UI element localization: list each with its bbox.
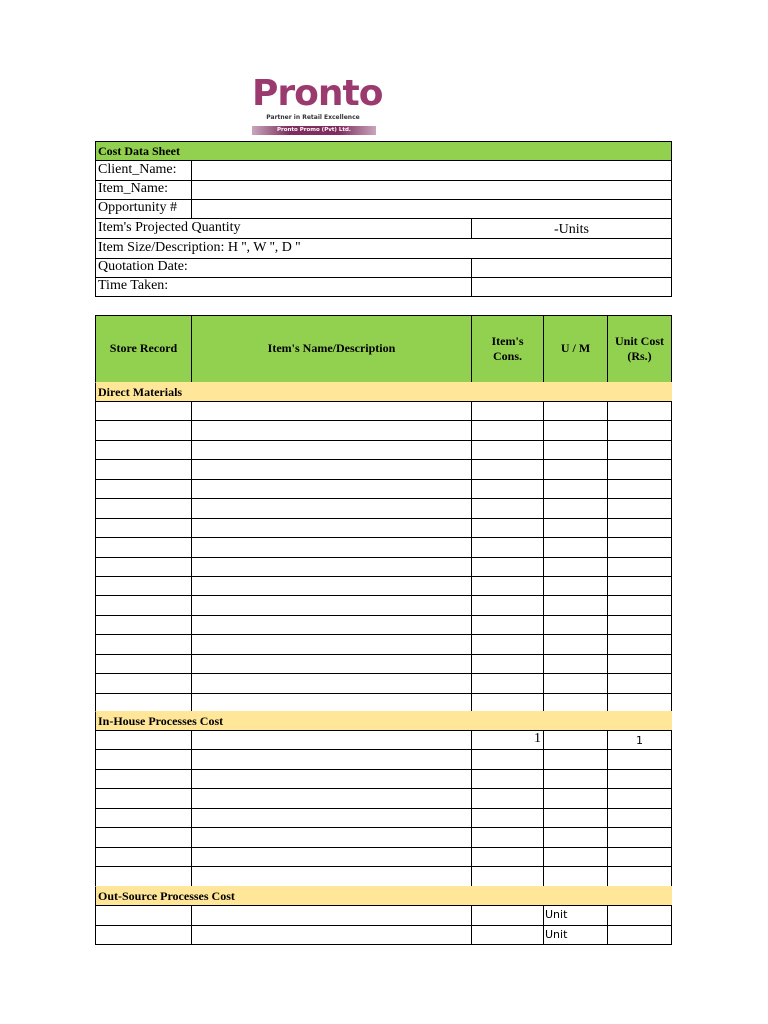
direct-materials-row-9-cost-cell[interactable]: [607, 557, 672, 577]
in-house-row-6-um-cell[interactable]: [543, 827, 608, 847]
in-house-row-6-store-cell[interactable]: [95, 827, 192, 847]
direct-materials-row-8-store-cell[interactable]: [95, 537, 192, 557]
direct-materials-row-5-name-cell[interactable]: [191, 479, 472, 499]
in-house-row-7-name-cell[interactable]: [191, 847, 472, 867]
direct-materials-row-2-cons-cell[interactable]: [471, 420, 544, 440]
direct-materials-row-11-store-cell[interactable]: [95, 595, 192, 615]
logo-wordmark: Pronto: [252, 73, 383, 114]
in-house-row-5-cons-cell[interactable]: [471, 808, 544, 828]
direct-materials-row-4-cons-cell[interactable]: [471, 459, 544, 479]
item-size-label: Item Size/Description: H '', W '', D '': [98, 240, 301, 255]
direct-materials-row-6-um-cell[interactable]: [543, 498, 608, 518]
direct-materials-row-3-um-cell[interactable]: [543, 440, 608, 460]
client-name-label-cell: [95, 160, 192, 181]
direct-materials-row-8-name-cell[interactable]: [191, 537, 472, 557]
direct-materials-row-9-um-cell[interactable]: [543, 557, 608, 577]
direct-materials-row-15-name-cell[interactable]: [191, 673, 472, 693]
out-source-um-value: Unit: [545, 908, 568, 921]
direct-materials-row-9-name-cell[interactable]: [191, 557, 472, 577]
time-taken-label: Time Taken:: [98, 278, 169, 293]
direct-materials-row-9-store-cell[interactable]: [95, 557, 192, 577]
direct-materials-row-11-name-cell[interactable]: [191, 595, 472, 615]
in-house-row-8-cost-cell[interactable]: [607, 866, 672, 886]
pronto-logo: [250, 72, 383, 138]
in-house-row-5-name-cell[interactable]: [191, 808, 472, 828]
direct-materials-row-14-cons-cell[interactable]: [471, 654, 544, 674]
in-house-cons-value: 1: [534, 731, 541, 746]
col-item-cons-line1: Item's: [491, 334, 524, 348]
col-um-label: U / M: [560, 341, 591, 355]
direct-materials-row-11-cost-cell[interactable]: [607, 595, 672, 615]
direct-materials-row-1-store-cell[interactable]: [95, 401, 192, 421]
projected-qty-field[interactable]: [471, 218, 672, 239]
col-item-name-label: Item's Name/Description: [267, 341, 396, 355]
in-house-row-7-um-cell[interactable]: [543, 847, 608, 867]
logo-company-bar: Pronto Promo (Pvt) Ltd.: [252, 126, 376, 135]
in-house-row-3-name-cell[interactable]: [191, 769, 472, 789]
col-unit-cost-line1: Unit Cost: [614, 334, 664, 348]
out-source-row-2-cons-cell[interactable]: [471, 925, 544, 946]
direct-materials-row-12-store-cell[interactable]: [95, 615, 192, 635]
direct-materials-row-7-store-cell[interactable]: [95, 518, 192, 538]
out-source-row-1-cost-cell[interactable]: [607, 905, 672, 926]
in-house-row-5-cost-cell[interactable]: [607, 808, 672, 828]
direct-materials-row-12-cost-cell[interactable]: [607, 615, 672, 635]
direct-materials-row-3-cons-cell[interactable]: [471, 440, 544, 460]
direct-materials-row-11-um-cell[interactable]: [543, 595, 608, 615]
projected-qty-label-cell: [95, 218, 472, 239]
in-house-row-6-cost-cell[interactable]: [607, 827, 672, 847]
direct-materials-row-4-store-cell[interactable]: [95, 459, 192, 479]
direct-materials-row-8-um-cell[interactable]: [543, 537, 608, 557]
direct-materials-row-2-name-cell[interactable]: [191, 420, 472, 440]
direct-materials-row-3-cost-cell[interactable]: [607, 440, 672, 460]
out-source-row-2-store-cell[interactable]: [95, 925, 192, 946]
direct-materials-row-16-store-cell[interactable]: [95, 693, 192, 713]
section-out-source: [95, 886, 672, 906]
direct-materials-row-5-cost-cell[interactable]: [607, 479, 672, 499]
col-header-um: [543, 315, 608, 383]
in-house-row-8-name-cell[interactable]: [191, 866, 472, 886]
direct-materials-row-16-um-cell[interactable]: [543, 693, 608, 713]
direct-materials-row-1-name-cell[interactable]: [191, 401, 472, 421]
direct-materials-row-10-um-cell[interactable]: [543, 576, 608, 596]
logo-tagline: Partner in Retail Excellence: [266, 114, 360, 121]
in-house-row-3-cons-cell[interactable]: [471, 769, 544, 789]
direct-materials-row-2-um-cell[interactable]: [543, 420, 608, 440]
section-in-house: [95, 711, 672, 731]
quotation-date-label: Quotation Date:: [98, 259, 188, 274]
in-house-row-1-cons-cell[interactable]: [471, 730, 544, 750]
direct-materials-row-2-cost-cell[interactable]: [607, 420, 672, 440]
in-house-row-3-store-cell[interactable]: [95, 769, 192, 789]
direct-materials-row-1-cons-cell[interactable]: [471, 401, 544, 421]
opportunity-label: Opportunity #: [98, 200, 177, 215]
in-house-row-7-cons-cell[interactable]: [471, 847, 544, 867]
direct-materials-row-15-cons-cell[interactable]: [471, 673, 544, 693]
direct-materials-row-4-cost-cell[interactable]: [607, 459, 672, 479]
in-house-row-1-name-cell[interactable]: [191, 730, 472, 750]
direct-materials-row-6-name-cell[interactable]: [191, 498, 472, 518]
in-house-row-8-store-cell[interactable]: [95, 866, 192, 886]
direct-materials-row-16-name-cell[interactable]: [191, 693, 472, 713]
direct-materials-row-10-cost-cell[interactable]: [607, 576, 672, 596]
item-name-field[interactable]: [191, 180, 672, 200]
out-source-row-2-um-cell[interactable]: [543, 925, 608, 946]
in-house-row-1-store-cell[interactable]: [95, 730, 192, 750]
direct-materials-row-13-cons-cell[interactable]: [471, 634, 544, 654]
direct-materials-row-7-name-cell[interactable]: [191, 518, 472, 538]
section-out-source-label: Out-Source Processes Cost: [98, 889, 235, 903]
in-house-row-3-um-cell[interactable]: [543, 769, 608, 789]
direct-materials-row-13-name-cell[interactable]: [191, 634, 472, 654]
direct-materials-row-15-cost-cell[interactable]: [607, 673, 672, 693]
projected-qty-value: -Units: [554, 222, 589, 237]
col-header-item-cons: [471, 315, 544, 383]
direct-materials-row-8-cons-cell[interactable]: [471, 537, 544, 557]
direct-materials-row-11-cons-cell[interactable]: [471, 595, 544, 615]
direct-materials-row-1-um-cell[interactable]: [543, 401, 608, 421]
direct-materials-row-16-cons-cell[interactable]: [471, 693, 544, 713]
in-house-row-3-cost-cell[interactable]: [607, 769, 672, 789]
direct-materials-row-4-name-cell[interactable]: [191, 459, 472, 479]
direct-materials-row-14-store-cell[interactable]: [95, 654, 192, 674]
time-taken-field[interactable]: [471, 277, 672, 297]
out-source-row-1-store-cell[interactable]: [95, 905, 192, 926]
in-house-row-4-cons-cell[interactable]: [471, 788, 544, 808]
in-house-row-5-um-cell[interactable]: [543, 808, 608, 828]
time-taken-label-cell: [95, 277, 472, 297]
in-house-row-4-store-cell[interactable]: [95, 788, 192, 808]
quotation-date-field[interactable]: [471, 258, 672, 278]
in-house-row-7-store-cell[interactable]: [95, 847, 192, 867]
direct-materials-row-6-cost-cell[interactable]: [607, 498, 672, 518]
in-house-row-7-cost-cell[interactable]: [607, 847, 672, 867]
direct-materials-row-7-um-cell[interactable]: [543, 518, 608, 538]
in-house-row-6-name-cell[interactable]: [191, 827, 472, 847]
direct-materials-row-5-um-cell[interactable]: [543, 479, 608, 499]
client-name-label: Client_Name:: [98, 162, 177, 177]
col-header-store-record: [95, 315, 192, 383]
in-house-row-2-um-cell[interactable]: [543, 749, 608, 769]
direct-materials-row-16-cost-cell[interactable]: [607, 693, 672, 713]
col-store-record-label: Store Record: [109, 341, 178, 355]
opportunity-label-cell: [95, 199, 192, 219]
in-house-row-4-name-cell[interactable]: [191, 788, 472, 808]
in-house-row-2-store-cell[interactable]: [95, 749, 192, 769]
in-house-row-1-cost-cell[interactable]: [607, 730, 672, 750]
item-name-label: Item_Name:: [98, 181, 168, 196]
col-header-item-name: [191, 315, 472, 383]
direct-materials-row-15-store-cell[interactable]: [95, 673, 192, 693]
in-house-row-5-store-cell[interactable]: [95, 808, 192, 828]
direct-materials-row-4-um-cell[interactable]: [543, 459, 608, 479]
direct-materials-row-13-um-cell[interactable]: [543, 634, 608, 654]
in-house-row-1-um-cell[interactable]: [543, 730, 608, 750]
direct-materials-row-6-cons-cell[interactable]: [471, 498, 544, 518]
direct-materials-row-7-cost-cell[interactable]: [607, 518, 672, 538]
item-name-label-cell: [95, 180, 192, 200]
sheet-title-cell: [95, 141, 672, 161]
out-source-row-1-cons-cell[interactable]: [471, 905, 544, 926]
out-source-um-value: Unit: [545, 927, 568, 941]
direct-materials-row-5-store-cell[interactable]: [95, 479, 192, 499]
direct-materials-row-8-cost-cell[interactable]: [607, 537, 672, 557]
in-house-unit-cost-value: 1: [636, 734, 643, 747]
quotation-date-label-cell: [95, 258, 472, 278]
direct-materials-row-10-cons-cell[interactable]: [471, 576, 544, 596]
projected-qty-label: Item's Projected Quantity: [98, 220, 241, 235]
sheet-title: Cost Data Sheet: [98, 144, 180, 158]
direct-materials-row-13-store-cell[interactable]: [95, 634, 192, 654]
out-source-row-2-cost-cell[interactable]: [607, 925, 672, 946]
col-unit-cost-line2: (Rs.): [627, 349, 652, 363]
direct-materials-row-9-cons-cell[interactable]: [471, 557, 544, 577]
direct-materials-row-3-store-cell[interactable]: [95, 440, 192, 460]
col-header-unit-cost: [607, 315, 672, 383]
direct-materials-row-2-store-cell[interactable]: [95, 420, 192, 440]
out-source-row-1-um-cell[interactable]: [543, 905, 608, 926]
section-direct-materials: [95, 382, 672, 402]
col-item-cons-line2: Cons.: [492, 349, 522, 363]
direct-materials-row-14-um-cell[interactable]: [543, 654, 608, 674]
direct-materials-row-15-um-cell[interactable]: [543, 673, 608, 693]
item-size-cell: [95, 238, 672, 259]
direct-materials-row-12-um-cell[interactable]: [543, 615, 608, 635]
section-direct-materials-label: Direct Materials: [98, 385, 183, 399]
direct-materials-row-10-name-cell[interactable]: [191, 576, 472, 596]
out-source-row-2-name-cell[interactable]: [191, 925, 472, 946]
out-source-row-1-name-cell[interactable]: [191, 905, 472, 926]
in-house-row-4-cost-cell[interactable]: [607, 788, 672, 808]
in-house-row-8-cons-cell[interactable]: [471, 866, 544, 886]
direct-materials-row-14-cost-cell[interactable]: [607, 654, 672, 674]
direct-materials-row-7-cons-cell[interactable]: [471, 518, 544, 538]
direct-materials-row-14-name-cell[interactable]: [191, 654, 472, 674]
in-house-row-2-cost-cell[interactable]: [607, 749, 672, 769]
opportunity-field[interactable]: [191, 199, 672, 219]
in-house-row-2-cons-cell[interactable]: [471, 749, 544, 769]
direct-materials-row-10-store-cell[interactable]: [95, 576, 192, 596]
direct-materials-row-1-cost-cell[interactable]: [607, 401, 672, 421]
direct-materials-row-12-cons-cell[interactable]: [471, 615, 544, 635]
direct-materials-row-3-name-cell[interactable]: [191, 440, 472, 460]
in-house-row-4-um-cell[interactable]: [543, 788, 608, 808]
direct-materials-row-13-cost-cell[interactable]: [607, 634, 672, 654]
in-house-row-8-um-cell[interactable]: [543, 866, 608, 886]
direct-materials-row-12-name-cell[interactable]: [191, 615, 472, 635]
in-house-row-2-name-cell[interactable]: [191, 749, 472, 769]
section-in-house-label: In-House Processes Cost: [98, 714, 224, 728]
in-house-row-6-cons-cell[interactable]: [471, 827, 544, 847]
direct-materials-row-6-store-cell[interactable]: [95, 498, 192, 518]
client-name-field[interactable]: [191, 160, 672, 181]
direct-materials-row-5-cons-cell[interactable]: [471, 479, 544, 499]
